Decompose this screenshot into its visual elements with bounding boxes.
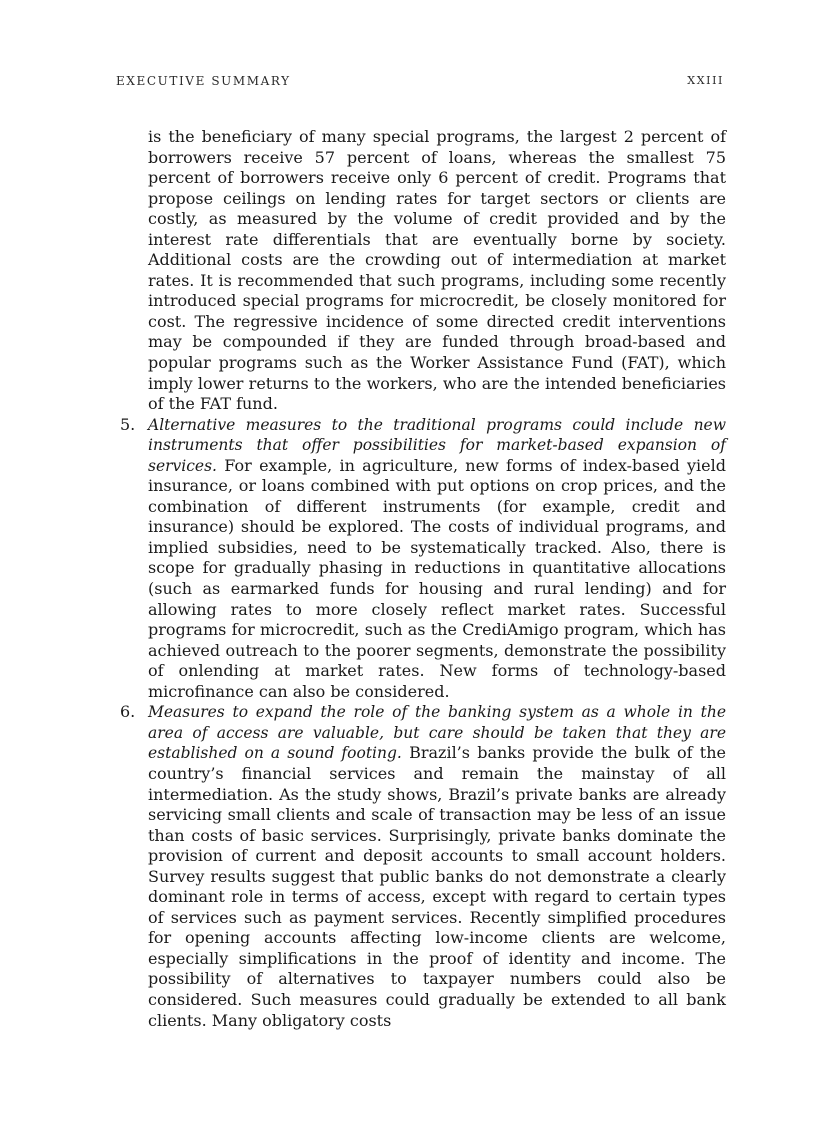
section-title: EXECUTIVE SUMMARY [116, 74, 291, 88]
page-number: XXIII [687, 74, 724, 87]
item-number: 5. [120, 414, 136, 434]
body-text [120, 127, 726, 1031]
running-head [116, 74, 724, 92]
item-lead: Measures to expand the role of the banking system as a whole in the area of access are valuable, but care should be taken that they are established on a sound footing. [148, 703, 726, 763]
list-item-5 [120, 414, 726, 703]
item-paragraph [148, 415, 726, 703]
list-item-6 [120, 702, 726, 1031]
item-paragraph [148, 702, 726, 1031]
item-lead: Alternative measures to the traditional programs could include new instruments that offer possibilities for market-based expansion of services. [148, 415, 726, 475]
item-text: Brazil’s banks provide the bulk of the country’s financial services and remain the mainstay of all intermediation. As the study shows, Brazil’s private banks are already servicing small clients and scale of transaction may be less of an issue than costs of basic services. Surprisingly, private banks dominate the provision of current and deposit accounts to small account holders. Survey results suggest that public banks do not demonstrate a clearly dominant role in terms of access, except with regard to certain types of services such as payment services. Recently simplified procedures for opening accounts affecting low-income clients are welcome, especially simplifications in the proof of identity and income. The possibility of alternatives to taxpayer numbers could also be considered. Such measures could gradually be extended to all bank clients. Many obligatory costs [148, 743, 726, 1030]
item-text: For example, in agriculture, new forms of index-based yield insurance, or loans combined with put options on crop prices, and the combination of different instruments (for example, credit and insurance) should be explored. The costs of individual programs, and implied subsidies, need to be systematically tracked. Also, there is scope for gradually phasing in reductions in quantitative allocations (such as earmarked funds for housing and rural lending) and for allowing rates to more closely reflect market rates. Successful programs for microcredit, such as the CrediAmigo program, which has achieved outreach to the poorer segments, demonstrate the possibility of onlending at market rates. New forms of technology-based microfinance can also be considered. [148, 455, 726, 701]
continuation-paragraph: is the beneficiary of many special programs, the largest 2 percent of borrowers receive 57 percent of loans, whereas the smallest 75 percent of borrowers receive only 6 percent of credit. Programs that propose ceilings on lending rates for target sectors or clients are costly, as measured by the volume of credit provided and by the interest rate differentials that are eventually borne by society. Additional costs are the crowding out of intermediation at market rates. It is recommended that such programs, including some recently introduced special programs for microcredit, be closely monitored for cost. The regressive incidence of some directed credit interventions may be compounded if they are funded through broad-based and popular programs such as the Worker Assistance Fund (FAT), which imply lower returns to the workers, who are the intended beneficiaries of the FAT fund. [148, 127, 726, 414]
item-number: 6. [120, 702, 136, 722]
